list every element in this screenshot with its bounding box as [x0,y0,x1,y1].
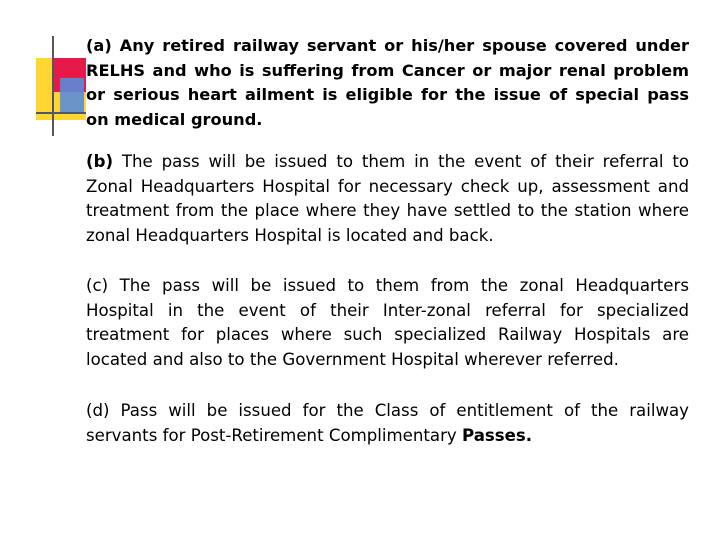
paragraph-b-label: (b) [86,152,114,171]
paragraph-c: (c) The pass will be issued to them from the zonal Headquarters Hospital in the event of their Inter-zonal referral for specialized treatment for places where such specialized Railway Hospitals are located and also to the Government Hospital wherever referred. [86,276,689,369]
paragraph-d-emphasis: Passes. [462,425,533,445]
slide-accent-blue-square [60,78,84,114]
slide-body [86,34,689,448]
paragraph-b [86,150,689,248]
slide-accent-horizontal-line [36,112,86,114]
slide-accent-vertical-line [52,36,54,136]
paragraph-d-text: (d) Pass will be issued for the Class of entitlement of the railway servants for Post-Retirement Complimentary [86,401,689,445]
paragraph-d [86,399,689,448]
paragraph-a: (a) Any retired railway servant or his/her spouse covered under RELHS and who is suffering from Cancer or major renal problem or serious heart ailment is eligible for the issue of special pass on medical ground. [86,36,689,129]
paragraph-b-text: The pass will be issued to them in the event of their referral to Zonal Headquarters Hospital for necessary check up, assessment and treatment from the place where they have settled to the station where zonal Headquarters Hospital is located and back. [86,152,689,245]
